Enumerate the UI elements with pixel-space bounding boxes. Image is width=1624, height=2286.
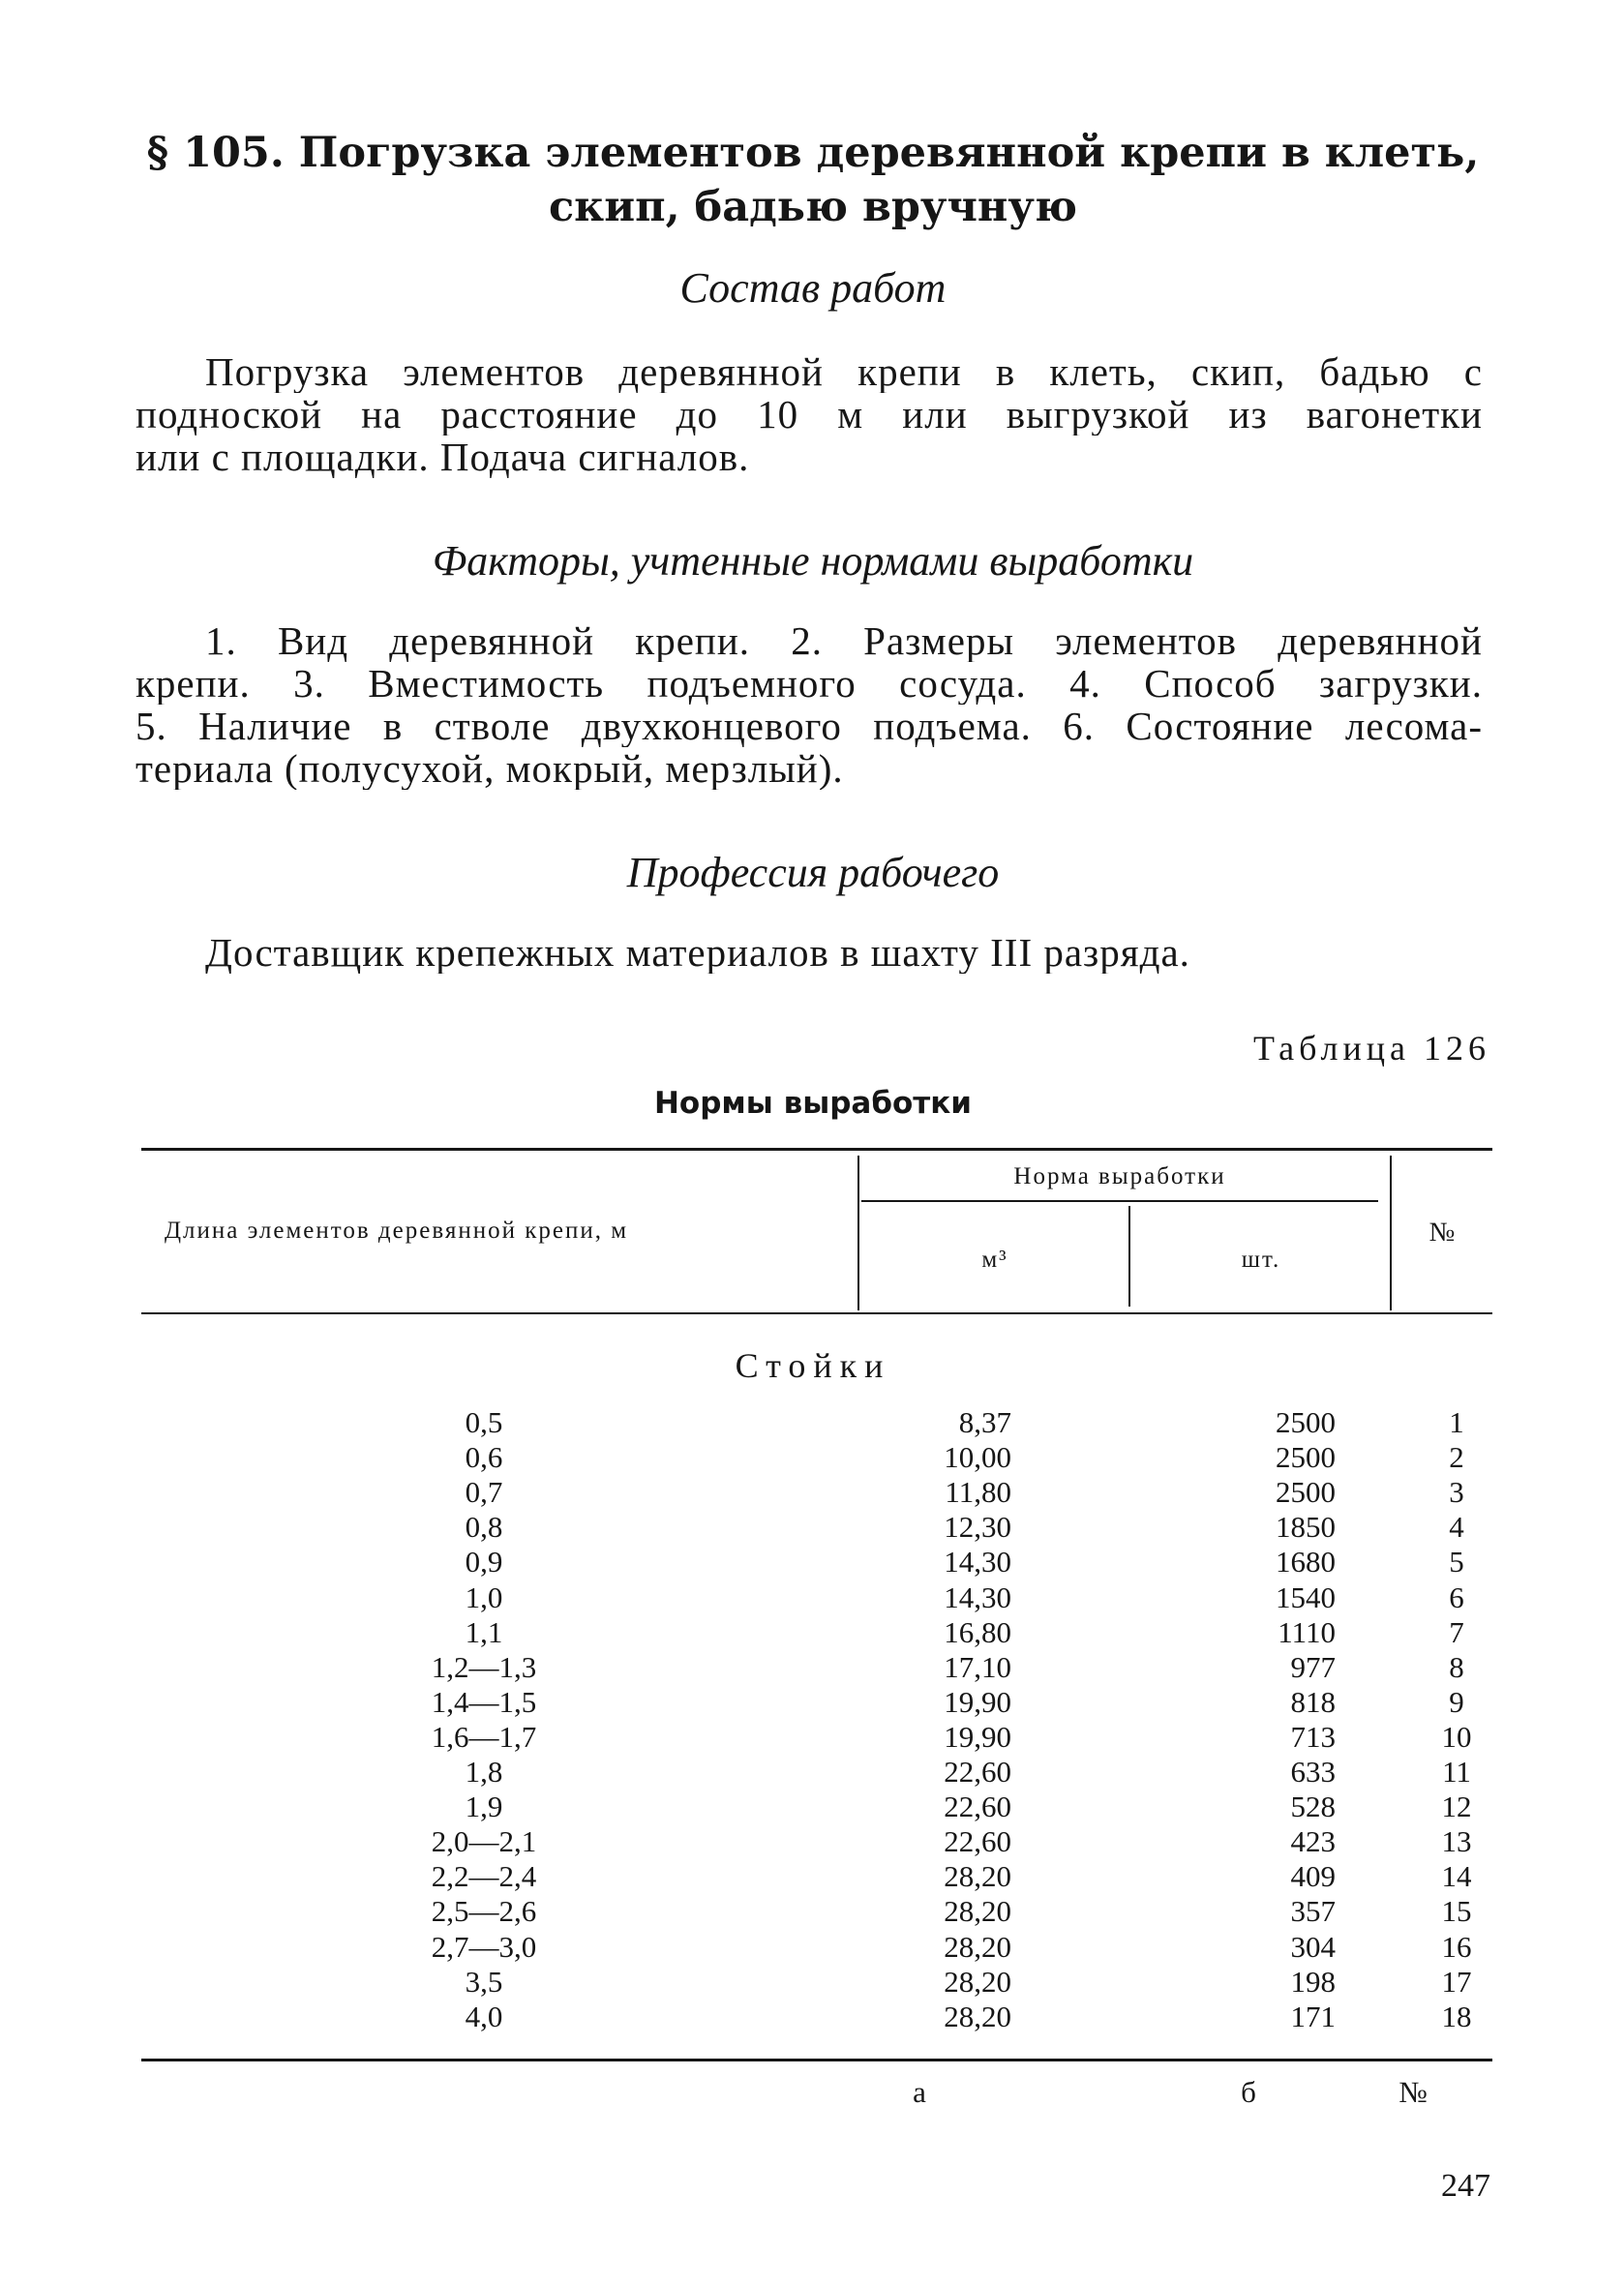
cell-length: 1,0	[465, 1580, 503, 1614]
factors-text	[135, 619, 1483, 790]
cell-pcs: 2500	[1276, 1475, 1336, 1509]
cell-no: 4	[1449, 1510, 1464, 1544]
work-composition-text	[135, 350, 1483, 478]
cell-m3: 10,00	[944, 1440, 1011, 1474]
cell-length: 0,6	[465, 1440, 503, 1474]
section-title	[135, 126, 1490, 234]
cell-m3: 19,90	[944, 1720, 1011, 1754]
cell-pcs: 1540	[1276, 1580, 1336, 1614]
cell-no: 12	[1441, 1790, 1472, 1823]
cell-length: 1,2—1,3	[431, 1650, 537, 1684]
cell-pcs: 1680	[1276, 1545, 1336, 1579]
cell-no: 2	[1449, 1440, 1464, 1474]
footer-b: б	[1241, 2075, 1256, 2109]
cell-length: 3,5	[465, 1965, 503, 1999]
cell-no: 18	[1441, 2000, 1472, 2033]
cell-no: 15	[1441, 1894, 1472, 1928]
cell-pcs: 198	[1290, 1965, 1336, 1999]
cell-length: 0,8	[465, 1510, 503, 1544]
table-column-divider	[1128, 1206, 1130, 1307]
group-label: Стойки	[735, 1346, 891, 1385]
table-title: Нормы выработки	[653, 1086, 973, 1121]
cell-m3: 11,80	[945, 1475, 1011, 1509]
cell-no: 13	[1441, 1824, 1472, 1858]
profession-text	[135, 931, 1483, 974]
cell-pcs: 977	[1290, 1650, 1336, 1684]
cell-m3: 19,90	[944, 1685, 1011, 1719]
cell-m3: 28,20	[944, 1965, 1011, 1999]
section-title-line-1: § 105. Погрузка элементов деревянной крепи в клеть,	[146, 129, 1480, 177]
cell-pcs: 713	[1290, 1720, 1336, 1754]
cell-m3: 28,20	[944, 1930, 1011, 1964]
cell-no: 5	[1449, 1545, 1464, 1579]
cell-length: 1,8	[465, 1755, 503, 1789]
work-composition-heading: Состав работ	[679, 264, 947, 312]
cell-m3: 17,10	[944, 1650, 1011, 1684]
cell-no: 17	[1441, 1965, 1472, 1999]
cell-length: 2,2—2,4	[431, 1859, 537, 1893]
cell-m3: 22,60	[944, 1755, 1011, 1789]
cell-no: 9	[1449, 1685, 1464, 1719]
cell-length: 2,7—3,0	[431, 1930, 537, 1964]
cell-pcs: 304	[1290, 1930, 1336, 1964]
cell-no: 8	[1449, 1650, 1464, 1684]
text-line: Погрузка элементов деревянной крепи в клеть, скип, бадью с	[205, 350, 1483, 393]
cell-m3: 16,80	[944, 1615, 1011, 1649]
table-column-divider	[857, 1156, 859, 1310]
column-header-norm: Норма выработки	[1013, 1163, 1226, 1189]
cell-pcs: 2500	[1276, 1405, 1336, 1439]
cell-pcs: 528	[1290, 1790, 1336, 1823]
text-line: Доставщик крепежных материалов в шахту III разряда.	[205, 931, 1190, 974]
cell-pcs: 1850	[1276, 1510, 1336, 1544]
factors-heading: Факторы, учтенные нормами выработки	[432, 537, 1194, 585]
cell-length: 2,0—2,1	[431, 1824, 537, 1858]
cell-length: 2,5—2,6	[431, 1894, 537, 1928]
text-line: подноской на расстояние до 10 м или выгрузкой из вагонетки	[135, 393, 1483, 436]
cell-m3: 14,30	[944, 1545, 1011, 1579]
cell-length: 0,5	[465, 1405, 503, 1439]
cell-pcs: 1110	[1278, 1615, 1336, 1649]
cell-no: 6	[1449, 1580, 1464, 1614]
table-label: Таблица 126	[1253, 1029, 1490, 1068]
table-subheader-rule	[861, 1200, 1378, 1202]
section-title-line-2: скип, бадью вручную	[548, 183, 1078, 231]
cell-no: 16	[1441, 1930, 1472, 1964]
cell-no: 10	[1441, 1720, 1472, 1754]
text-line: 5. Наличие в стволе двухконцевого подъема. 6. Состояние лесома-	[135, 705, 1483, 747]
cell-m3: 12,30	[944, 1510, 1011, 1544]
cell-m3: 8,37	[958, 1405, 1011, 1439]
table-top-rule	[141, 1148, 1492, 1151]
cell-m3: 28,20	[944, 1859, 1011, 1893]
footer-no: №	[1398, 2075, 1428, 2109]
footer-a: а	[913, 2075, 926, 2109]
cell-pcs: 409	[1290, 1859, 1336, 1893]
cell-pcs: 423	[1290, 1824, 1336, 1858]
column-header-pcs: шт.	[1241, 1247, 1281, 1273]
cell-m3: 22,60	[944, 1790, 1011, 1823]
column-header-m3: м³	[981, 1247, 1008, 1273]
table-bottom-rule	[141, 2059, 1492, 2061]
table-column-divider	[1390, 1156, 1392, 1310]
cell-m3: 28,20	[944, 1894, 1011, 1928]
cell-no: 3	[1449, 1475, 1464, 1509]
cell-length: 1,4—1,5	[431, 1685, 537, 1719]
cell-no: 1	[1449, 1405, 1464, 1439]
cell-length: 1,1	[465, 1615, 503, 1649]
cell-length: 4,0	[465, 2000, 503, 2033]
page-number: 247	[1441, 2168, 1490, 2204]
cell-length: 1,6—1,7	[431, 1720, 537, 1754]
cell-length: 0,7	[465, 1475, 503, 1509]
cell-pcs: 633	[1290, 1755, 1336, 1789]
cell-no: 11	[1442, 1755, 1471, 1789]
cell-m3: 28,20	[944, 2000, 1011, 2033]
text-line: териала (полусухой, мокрый, мерзлый).	[135, 747, 844, 790]
cell-m3: 22,60	[944, 1824, 1011, 1858]
cell-length: 0,9	[465, 1545, 503, 1579]
text-line: или с площадки. Подача сигналов.	[135, 436, 750, 478]
cell-m3: 14,30	[944, 1580, 1011, 1614]
cell-length: 1,9	[465, 1790, 503, 1823]
cell-pcs: 171	[1290, 2000, 1336, 2033]
cell-pcs: 818	[1290, 1685, 1336, 1719]
cell-no: 7	[1449, 1615, 1464, 1649]
cell-pcs: 2500	[1276, 1440, 1336, 1474]
table-header-bottom-rule	[141, 1312, 1492, 1314]
profession-heading: Профессия рабочего	[626, 849, 1000, 896]
column-header-no: №	[1429, 1218, 1458, 1248]
cell-pcs: 357	[1290, 1894, 1336, 1928]
cell-no: 14	[1441, 1859, 1472, 1893]
text-line: 1. Вид деревянной крепи. 2. Размеры элементов деревянной	[205, 619, 1483, 662]
text-line: крепи. 3. Вместимость подъемного сосуда. 4. Способ загрузки.	[135, 662, 1483, 705]
column-header-length: Длина элементов деревянной крепи, м	[165, 1218, 629, 1244]
